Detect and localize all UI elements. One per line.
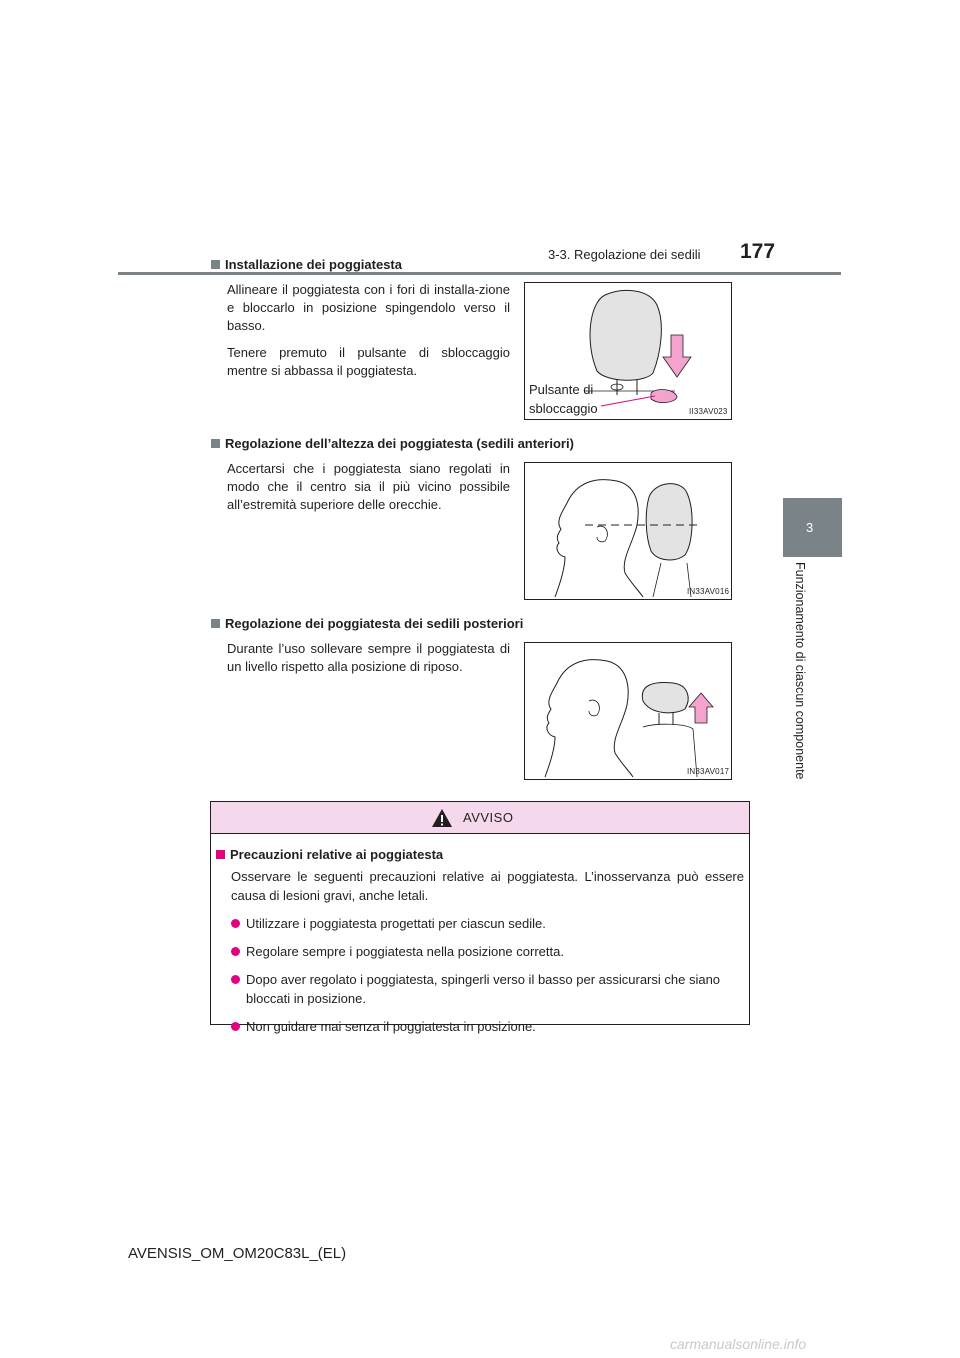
section-body-installazione bbox=[227, 281, 510, 389]
section-title: 3-3. Regolazione dei sedili bbox=[548, 247, 701, 262]
warning-bullet: Dopo aver regolato i poggiatesta, spingerli verso il basso per assicurarsi che siano bloccati in posizione. bbox=[231, 970, 744, 1008]
section-body-altezza bbox=[227, 460, 510, 523]
figure-front-headrest-height bbox=[524, 462, 732, 600]
warning-bullet: Regolare sempre i poggiatesta nella posizione corretta. bbox=[231, 942, 744, 961]
warning-header bbox=[211, 802, 749, 834]
warning-intro: Osservare le seguenti precauzioni relative ai poggiatesta. L’inosservanza può essere causa di lesioni gravi, anche letali. bbox=[231, 869, 744, 903]
square-bullet-icon bbox=[211, 439, 220, 448]
square-bullet-icon bbox=[211, 260, 220, 269]
paragraph: Allineare il poggiatesta con i fori di installa-zione e bloccarlo in posizione spingendolo verso il basso. bbox=[227, 282, 510, 333]
round-bullet-icon bbox=[231, 975, 240, 984]
warning-bullet: Utilizzare i poggiatesta progettati per ciascun sedile. bbox=[231, 914, 744, 933]
figure-code: II33AV023 bbox=[689, 407, 728, 416]
watermark[interactable]: carmanualsonline.info bbox=[670, 1336, 807, 1352]
figure-headrest-installation bbox=[524, 282, 732, 420]
section-heading-altezza: Regolazione dell’altezza dei poggiatesta (sedili anteriori) bbox=[211, 436, 574, 451]
warning-subheading: Precauzioni relative ai poggiatesta bbox=[216, 845, 744, 864]
rear-headrest-illustration bbox=[525, 643, 731, 779]
paragraph: Accertarsi che i poggiatesta siano regolati in modo che il centro sia il più vicino possibile all’estremità superiore delle orecchie. bbox=[227, 461, 510, 512]
chapter-title: Funzionamento di ciascun componente bbox=[793, 562, 807, 780]
warning-title: AVVISO bbox=[463, 810, 514, 825]
section-heading-installazione: Installazione dei poggiatesta bbox=[211, 257, 402, 272]
paragraph: Tenere premuto il pulsante di sbloccaggio mentre si abbassa il poggiatesta. bbox=[227, 345, 510, 378]
warning-body bbox=[216, 845, 744, 1036]
chapter-tab bbox=[783, 498, 842, 557]
section-body-posteriori bbox=[227, 640, 510, 685]
square-bullet-icon bbox=[216, 850, 225, 859]
round-bullet-icon bbox=[231, 919, 240, 928]
figure-code: IN33AV016 bbox=[687, 587, 730, 596]
front-headrest-illustration bbox=[525, 463, 731, 599]
warning-box bbox=[210, 801, 750, 1034]
warning-bullet: Non guidare mai senza il poggiatesta in posizione. bbox=[231, 1017, 744, 1036]
header-rule bbox=[118, 272, 841, 275]
square-bullet-icon bbox=[211, 619, 220, 628]
warning-triangle-icon bbox=[431, 808, 453, 828]
round-bullet-icon bbox=[231, 1022, 240, 1031]
page-number: 177 bbox=[740, 240, 776, 263]
section-heading-posteriori: Regolazione dei poggiatesta dei sedili posteriori bbox=[211, 616, 523, 631]
chapter-number: 3 bbox=[806, 520, 814, 535]
figure-rear-headrest bbox=[524, 642, 732, 780]
round-bullet-icon bbox=[231, 947, 240, 956]
figure-code: IN33AV017 bbox=[687, 767, 730, 776]
paragraph: Durante l’uso sollevare sempre il poggiatesta di un livello rispetto alla posizione di riposo. bbox=[227, 641, 510, 674]
document-code: AVENSIS_OM_OM20C83L_(EL) bbox=[128, 1245, 347, 1262]
release-button-label: Pulsante di sbloccaggio bbox=[529, 382, 598, 416]
